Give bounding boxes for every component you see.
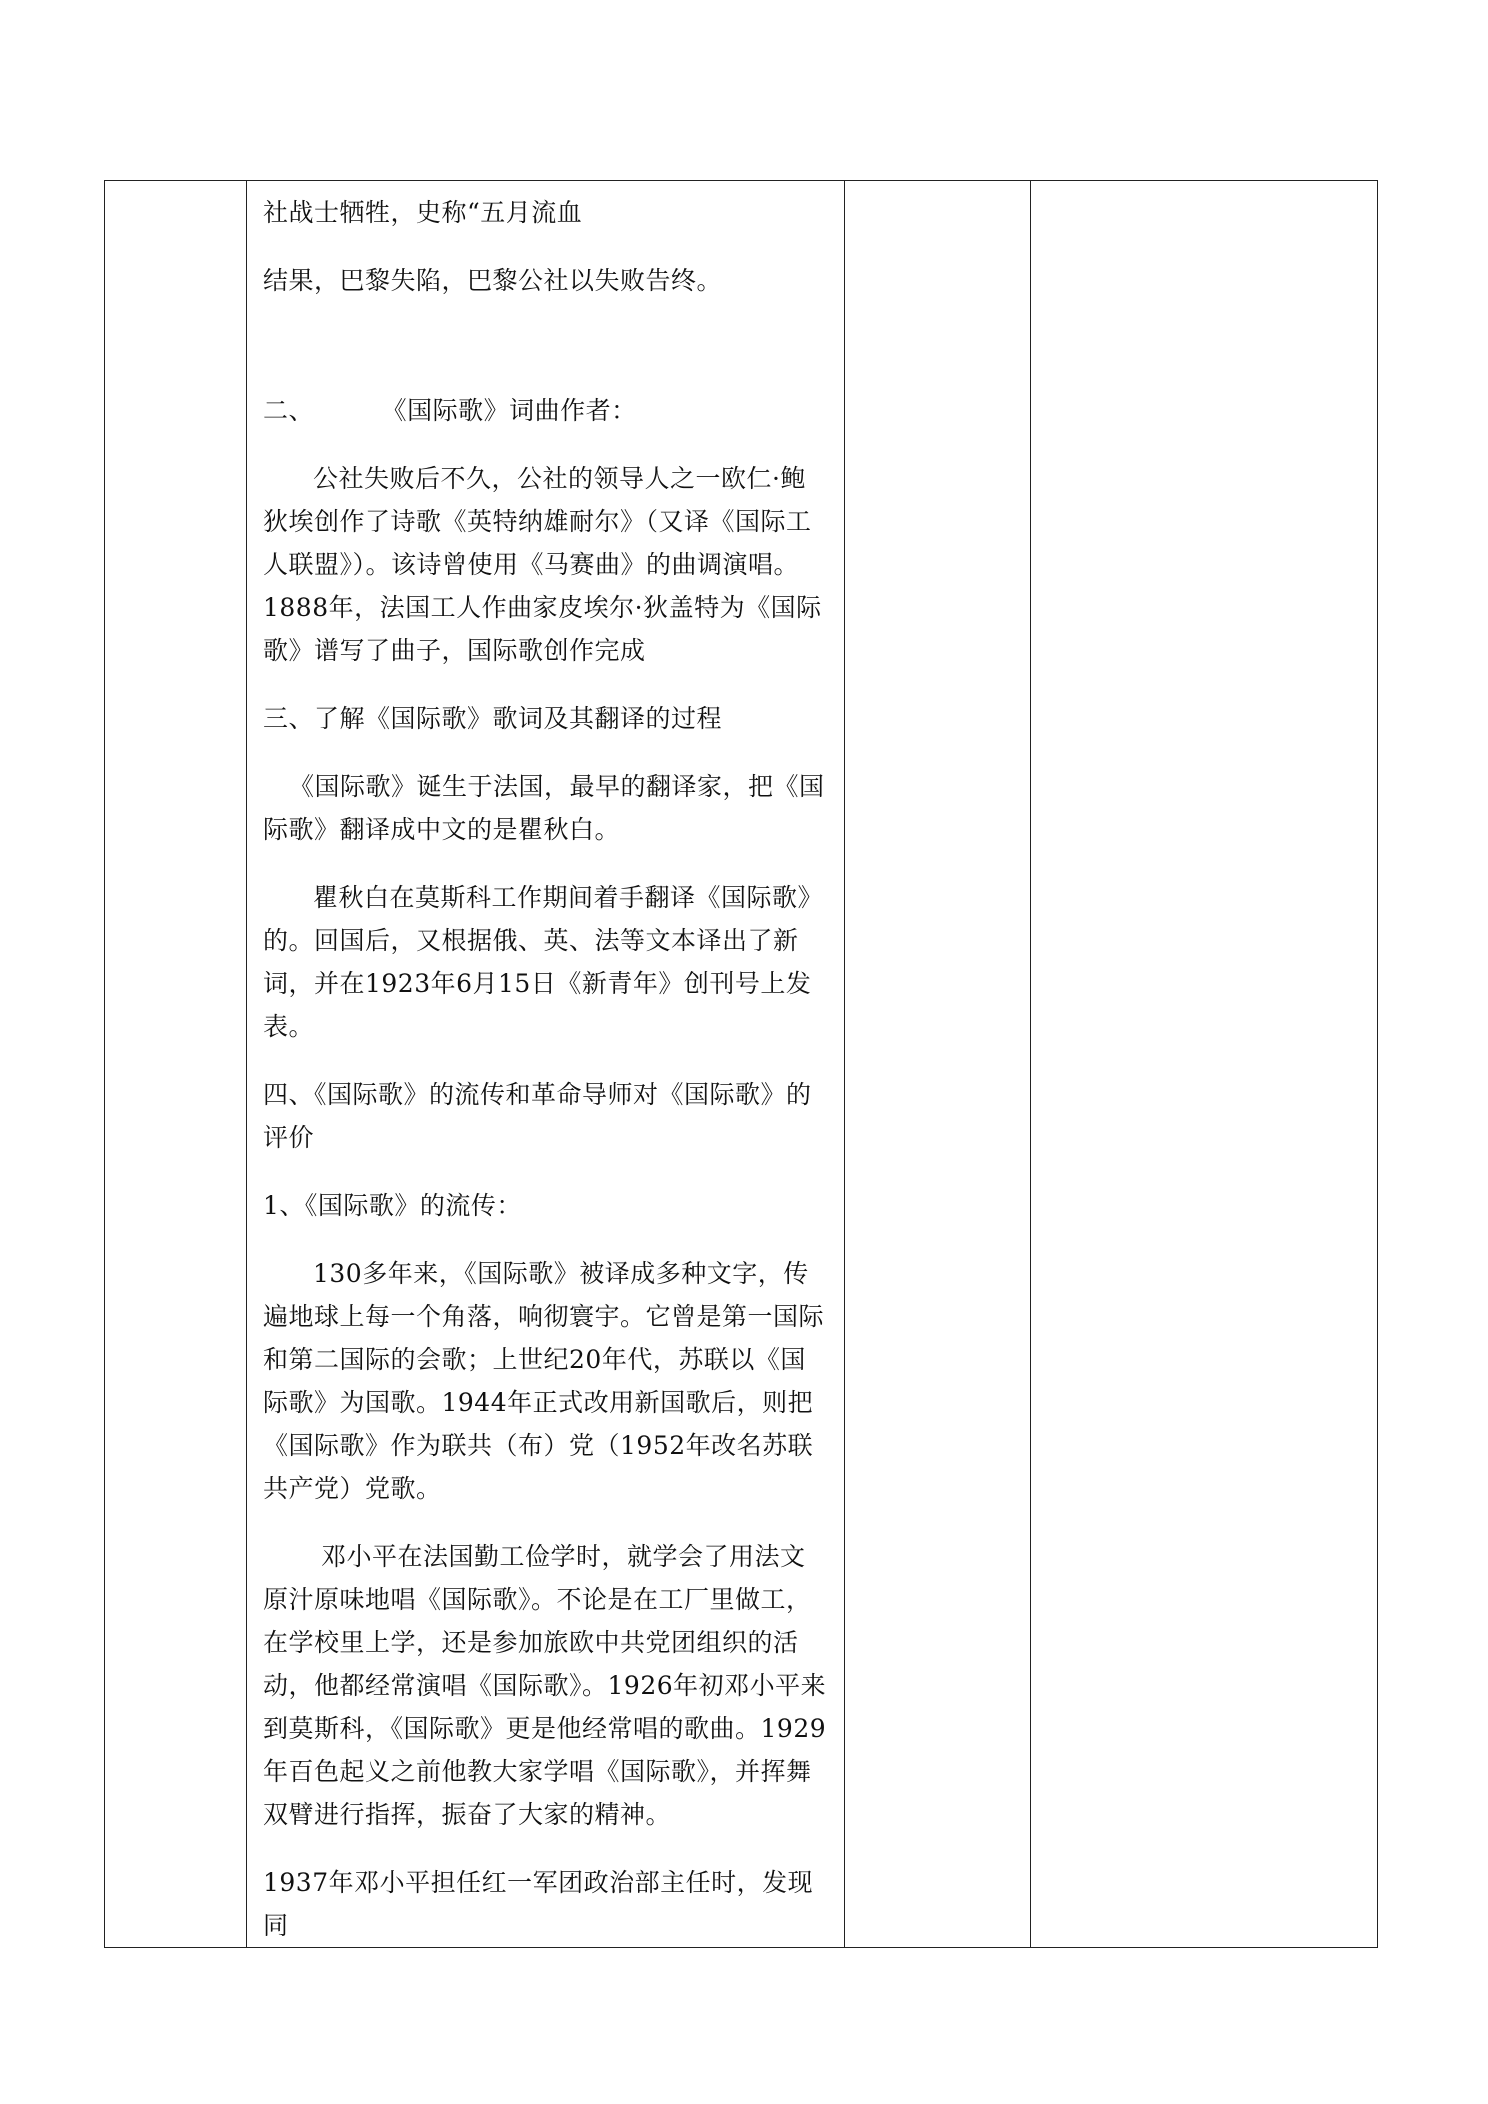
paragraph-qu-qiubai: 瞿秋白在莫斯科工作期间着手翻译《国际歌》的。回国后，又根据俄、英、法等文本译出了新词，并在1923年6月15日《新青年》创刊号上发表。 bbox=[263, 883, 824, 1041]
paragraph-spread: 130多年来，《国际歌》被译成多种文字，传遍地球上每一个角落，响彻寰宇。它曾是第一国际和第二国际的会歌；上世纪20年代，苏联以《国际歌》为国歌。1944年正式改用新国歌后，则把《国际歌》作为联共（布）党（1952年改名苏联共产党）党歌。 bbox=[263, 1259, 825, 1503]
paragraph-1937: 1937年邓小平担任红一军团政治部主任时，发现同 bbox=[263, 1868, 814, 1940]
content-text-block bbox=[263, 181, 828, 1947]
lesson-plan-table bbox=[104, 180, 1378, 1948]
table-cell-left-empty bbox=[105, 181, 247, 1948]
table-row bbox=[105, 181, 1378, 1948]
table-cell-empty-3 bbox=[845, 181, 1031, 1948]
section-heading-3: 三、了解《国际歌》歌词及其翻译的过程 bbox=[263, 704, 723, 733]
paragraph-birth-translation: 《国际歌》诞生于法国，最早的翻译家，把《国际歌》翻译成中文的是瞿秋白。 bbox=[263, 772, 825, 844]
paragraph-1: 社战士牺牲，史称“五月流血 bbox=[263, 198, 583, 227]
paragraph-2: 结果，巴黎失陷，巴黎公社以失败告终。 bbox=[263, 266, 723, 295]
subsection-heading-1: 1、《国际歌》的流传： bbox=[263, 1191, 522, 1220]
table-cell-empty-4 bbox=[1031, 181, 1378, 1948]
section-heading-4: 四、《国际歌》的流传和革命导师对《国际歌》的评价 bbox=[263, 1080, 812, 1152]
paragraph-deng-xiaoping: 邓小平在法国勤工俭学时，就学会了用法文原汁原味地唱《国际歌》。不论是在工厂里做工，在学校里上学，还是参加旅欧中共党团组织的活动，他都经常演唱《国际歌》。1926年初邓小平来到莫斯科，《国际歌》更是他经常唱的歌曲。1929年百色起义之前他教大家学唱《国际歌》，并挥舞双臂进行指挥，振奋了大家的精神。 bbox=[263, 1542, 827, 1829]
blank-space bbox=[263, 302, 828, 389]
section-heading-2: 二、 《国际歌》词曲作者： bbox=[263, 396, 637, 425]
paragraph-authors: 公社失败后不久，公社的领导人之一欧仁·鲍狄埃创作了诗歌《英特纳雄耐尔》（又译《国际工人联盟》）。该诗曾使用《马赛曲》的曲调演唱。1888年，法国工人作曲家皮埃尔·狄盖特为《国际歌》谱写了曲子，国际歌创作完成 bbox=[263, 464, 822, 665]
table-cell-content bbox=[247, 181, 845, 1948]
